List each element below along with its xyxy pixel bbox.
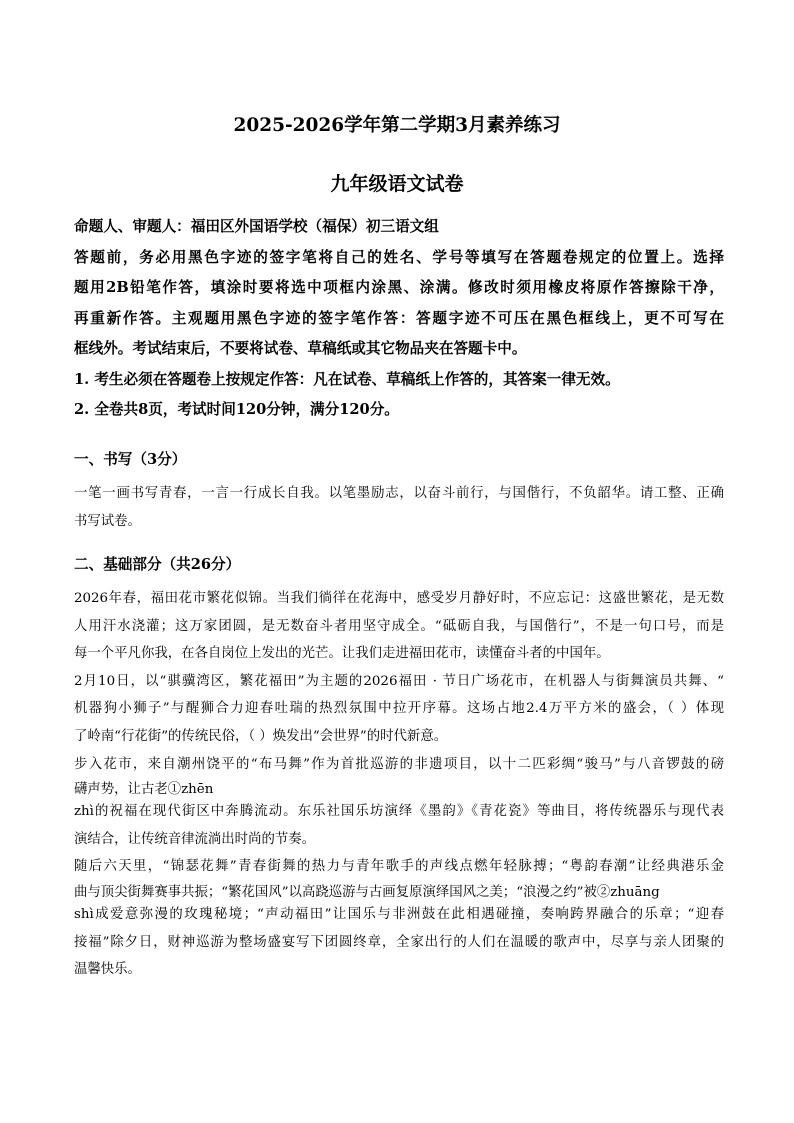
- instruction-line: 答题前，务必用黑色字迹的签字笔将自己的姓名、学号等填写在答题卷规定的位置上。选择: [74, 248, 724, 266]
- paragraph-line: 书写试卷。: [74, 513, 141, 529]
- instruction-line: 框线外。考试结束后，不要将试卷、草稿纸或其它物品夹在答题卡中。: [74, 340, 527, 357]
- paragraph-line: 了岭南“行花街”的传统民俗，（ ）焕发出“会世界”的时代新意。: [74, 728, 448, 744]
- paragraph-line: 机器狗小狮子”与醒狮合力迎春吐瑞的热烈氛围中拉开序幕。这场占地2.4万平方米的盛会，（ ）体现: [74, 701, 724, 717]
- paragraph-line: 随后六天里，“锦瑟花舞”青春街舞的热力与青年歌手的声线点燃年轻脉搏；“粤韵春潮”让经典港乐金: [74, 859, 724, 875]
- exam-subtitle: 九年级语文试卷: [330, 173, 464, 195]
- section-heading-writing: 一、书写（3分）: [74, 451, 187, 468]
- paragraph-line: 一笔一画书写青春，一言一行成长自我。以笔墨励志，以奋斗前行，与国偕行，不负韶华。请工整、正确: [74, 486, 724, 501]
- instruction-line: 再重新作答。主观题用黑色字迹的签字笔作答：答题字迹不可压在黑色框线上，更不可写在: [74, 309, 724, 327]
- paragraph-line: 演结合，让传统音律流淌出时尚的节奏。: [74, 831, 316, 847]
- instruction-line: 题用2B铅笔作答，填涂时要将选中项框内涂黑、涂满。修改时须用橡皮将原作答擦除干净，: [74, 279, 724, 296]
- paragraph-line: 礴声势，让古老①zhēn: [74, 782, 214, 798]
- paragraph-line: 2月10日，以“骐骥湾区，繁花福田”为主题的2026福田 · 节日广场花市，在机器人与街舞演员共舞、“: [74, 673, 724, 689]
- paragraph-line: 2026年春，福田花市繁花似锦。当我们徜徉在花海中，感受岁月静好时，不应忘记：这盛世繁花，是无数: [74, 591, 724, 606]
- section-heading-basics: 二、基础部分（共26分）: [74, 556, 241, 573]
- paragraph-line: shì成爱意弥漫的玫瑰秘境；“声动福田”让国乐与非洲鼓在此相遇碰撞，奏响跨界融合的乐章；“迎春: [74, 906, 724, 922]
- authors-line: 命题人、审题人：福田区外国语学校（福保）初三语文组: [74, 218, 439, 235]
- exam-instructions: [74, 212, 724, 426]
- paragraph-line: zhì的祝福在现代街区中奔腾流动。东乐社国乐坊演绎《墨韵》《青花瓷》等曲目，将传统器乐与现代表: [74, 804, 724, 820]
- paragraph-line: 温馨快乐。: [74, 962, 141, 978]
- section-basics-body: [74, 585, 724, 984]
- rule-line: 1. 考生必须在答题卷上按规定作答：凡在试卷、草稿纸上作答的，其答案一律无效。: [74, 370, 620, 388]
- paragraph-line: 曲与顶尖街舞赛事共振；“繁花国风”以高跷巡游与古画复原演绎国风之美；“浪漫之约”被②zhuāng: [74, 884, 660, 900]
- paragraph-line: 人用汗水浇灌；这万家团圆，是无数奋斗者用坚守成全。“砥砺自我，与国偕行”，不是一句口号，而是: [74, 618, 724, 634]
- paragraph-line: 接福”除夕日，财神巡游为整场盛宴写下团圆终章，全家出行的人们在温暖的歌声中，尽享与亲人团聚的: [74, 934, 724, 950]
- rule-line: 2. 全卷共8页，考试时间120分钟，满分120分。: [74, 401, 399, 418]
- exam-title: 2025-2026学年第二学期3月素养练习: [233, 115, 561, 136]
- paragraph-line: 每一个平凡你我，在各自岗位上发出的光芒。让我们走进福田花市，读懂奋斗者的中国年。: [74, 646, 610, 662]
- paragraph-line: 步入花市，来自潮州饶平的“布马舞”作为首批巡游的非遗项目，以十二匹彩绸“骏马”与八音锣鼓的磅: [74, 756, 724, 772]
- section-writing-body: [74, 480, 724, 535]
